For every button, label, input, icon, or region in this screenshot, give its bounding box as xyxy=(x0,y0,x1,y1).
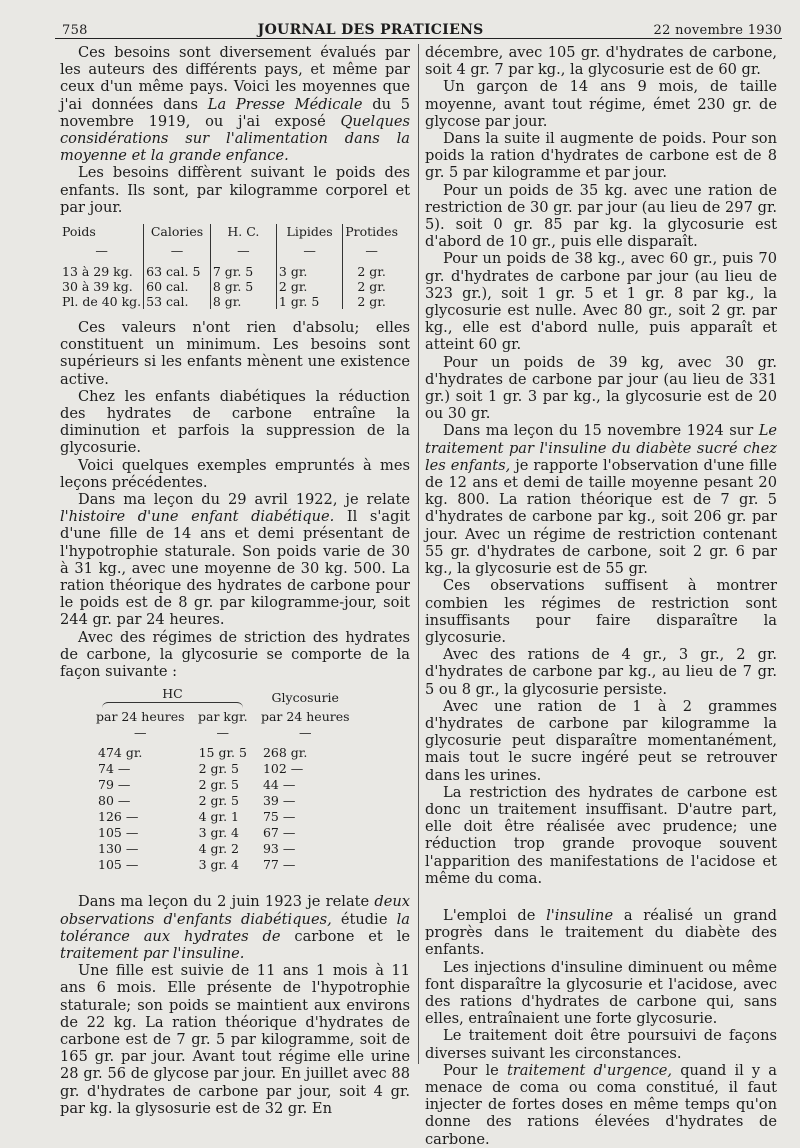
paragraph: Pour un poids de 35 kg. avec une ration de restriction de 30 gr. par jour (au lieu de 297 gr. 5). soit 0 gr. 85 par kg. la glycosurie est d'abord de 10 gr., puis elle disparaît. xyxy=(425,181,777,251)
left-column xyxy=(60,44,410,1117)
table-row: 74 — 2 gr. 5 102 — xyxy=(98,761,304,777)
header-rule xyxy=(55,38,782,39)
right-column xyxy=(425,44,777,1148)
paragraph: décembre, avec 105 gr. d'hydrates de carbone, soit 4 gr. 7 par kg., la glycosurie est de 60 gr. xyxy=(425,44,777,79)
paragraph: Chez les enfants diabétiques la réduction des hydrates de carbone entraîne la diminution et parfois la suppression de la glycosurie. xyxy=(60,387,410,457)
glycosuria-table: HC Glycosurie par 24 heures par kgr. par 24 heures — — — 474 gr. 15 gr. 5 268 gr. 74 — 2 gr. 5 102 — 79 — 2 gr. 5 44 — 80 — 2 gr. 5 39 — 126 — 4 gr. 1 75 — 105 — 3 gr. 4 67 — 130 — 4 gr. 2 93 — 105 — 3 gr. 4 77 — xyxy=(90,686,356,873)
table-row: 79 — 2 gr. 5 44 — xyxy=(98,777,296,793)
paragraph: Dans ma leçon du 2 juin 1923 je relate deux observations d'enfants diabétiques, étudie la tolérance aux hydrates de carbone et le traitement par l'insuline. xyxy=(60,893,411,962)
page-header xyxy=(62,14,782,38)
paragraph: Un garçon de 14 ans 9 mois, de taille moyenne, avant tout régime, émet 230 gr. de glycose par jour. xyxy=(425,78,777,130)
paragraph: Le traitement doit être poursuivi de façons diverses suivant les circonstances. xyxy=(425,1027,777,1062)
group-header-glycosurie: Glycosurie xyxy=(271,689,339,705)
column-divider xyxy=(418,44,419,1064)
sub-header: par kgr. xyxy=(197,709,248,725)
sub-header: par 24 heures xyxy=(260,709,350,725)
paragraph: L'emploi de l'insuline a réalisé un grand progrès dans le traitement du diabète des enfants. xyxy=(425,906,778,959)
table-row: 126 — 4 gr. 1 75 — xyxy=(98,809,296,825)
table-row: 80 — 2 gr. 5 39 — xyxy=(98,793,296,809)
table-header: H. C. xyxy=(210,224,276,243)
table-row: 105 — 3 gr. 4 77 — xyxy=(98,857,296,873)
paragraph: Dans la suite il augmente de poids. Pour son poids la ration d'hydrates de carbone est de 8 gr. 5 par kilogramme et par jour. xyxy=(425,130,777,182)
paragraph: Pour un poids de 39 kg, avec 30 gr. d'hydrates de carbone par jour (au lieu de 331 gr.) soit 1 gr. 3 par kg., la glycosurie est de 20 ou 30 gr. xyxy=(425,353,777,423)
nutrition-table: Poids Calories H. C. Lipides Protides — — — — — 13 à 29 kg. 63 cal. 5 7 gr. 5 3 gr. 2 gr. 30 à 39 kg. 60 cal. 8 gr. 5 2 gr. 2 gr. Pl. de 40 kg. 53 cal. 8 gr. 1 gr. 5 2 gr. xyxy=(62,224,398,310)
journal-title: JOURNAL DES PRATICIENS xyxy=(257,22,484,38)
table-row: 130 — 4 gr. 2 93 — xyxy=(98,841,296,857)
paragraph: Une fille est suivie de 11 ans 1 mois à 11 ans 6 mois. Elle présente de l'hypotrophie staturale; son poids se maintient aux environs de 22 kg. La ration théorique d'hydrates de carbone est de 7 gr. 5 par kilogramme, soit de 165 gr. par jour. Avant tout régime elle urine 28 gr. 56 de glycose par jour. En juillet avec 88 gr. d'hydrates de carbone par jour, soit 4 gr. par kg. la glysosurie est de 32 gr. En xyxy=(60,962,410,1117)
paragraph: Ces observations suffisent à montrer combien les régimes de restriction sont insuffisants pour faire disparaître la glycosurie. xyxy=(425,577,777,646)
paragraph: Avec des rations de 4 gr., 3 gr., 2 gr. d'hydrates de carbone par kg., au lieu de 7 gr. 5 ou 8 gr., la glycosurie persiste. xyxy=(425,646,777,698)
paragraph: Avec une ration de 1 à 2 grammes d'hydrates de carbone par kilogramme la glycosurie peut disparaître momentanément, mais tout le sucre ingéré peut se retrouver dans les urines. xyxy=(425,697,777,784)
paragraph: Avec des régimes de striction des hydrates de carbone, la glycosurie se comporte de la façon suivante : xyxy=(60,628,410,681)
paragraph: Dans ma leçon du 15 novembre 1924 sur Le traitement par l'insuline du diabète sucré chez les enfants, je rapporte l'observation d'une fille de 12 ans et demi de taille moyenne pesant 20 kg. 800. La ration théorique est de 7 gr. 5 d'hydrates de carbone par kg., soit 206 gr. par jour. Avec un régime de restriction contenant 55 gr. d'hydrates de carbone, soit 2 gr. 6 par kg., la glycosurie est de 55 gr. xyxy=(425,422,778,578)
table-row: 30 à 39 kg. 60 cal. 8 gr. 5 2 gr. 2 gr. xyxy=(60,279,400,294)
paragraph: Ces besoins sont diversement évalués par les auteurs des différents pays, et même par ceux d'un même pays. Voici les moyennes que j'ai données dans La Presse Médicale du 5 novembre 1919, ou j'ai exposé Quelques considérations sur l'alimentation dans la moyenne et la grande enfance. xyxy=(60,44,411,165)
paragraph: Dans ma leçon du 29 avril 1922, je relate l'histoire d'une enfant diabétique. Il s'agit d'une fille de 14 ans et demi présentant de l'hypotrophie staturale. Son poids varie de 30 à 31 kg., avec une moyenne de 30 kg. 500. La ration théorique des hydrates de carbone pour le poids est de 8 gr. par kilogramme-jour, soit 244 gr. par 24 heures. xyxy=(60,491,410,629)
issue-date: 22 novembre 1930 xyxy=(653,23,782,38)
paragraph: Ces valeurs n'ont rien d'absolu; elles constituent un minimum. Les besoins sont supérieurs si les enfants mènent une existence active. xyxy=(60,319,410,388)
table-row: 13 à 29 kg. 63 cal. 5 7 gr. 5 3 gr. 2 gr. xyxy=(60,264,400,279)
paragraph: Pour le traitement d'urgence, quand il y a menace de coma ou coma constitué, il faut injecter de fortes doses en même temps qu'on donne des rations élevées d'hydrates de carbone. xyxy=(425,1061,777,1148)
table-row: 474 gr. 15 gr. 5 268 gr. xyxy=(98,745,308,761)
paragraph: Les besoins diffèrent suivant le poids des enfants. Ils sont, par kilogramme corporel et par jour. xyxy=(60,164,410,216)
paragraph: Les injections d'insuline diminuent ou même font disparaître la glycosurie et l'acidose, avec des rations d'hydrates de carbone qui, sans elles, entraînaient une forte glycosurie. xyxy=(425,958,777,1028)
table-header: Lipides xyxy=(276,224,342,243)
table-row: Pl. de 40 kg. 53 cal. 8 gr. 1 gr. 5 2 gr. xyxy=(60,294,400,309)
paragraph: Voici quelques exemples empruntés à mes leçons précédentes. xyxy=(60,456,410,491)
sub-header: par 24 heures xyxy=(96,709,185,725)
table-header: Calories xyxy=(144,224,211,243)
group-header-hc: HC xyxy=(90,686,255,709)
paragraph: Pour un poids de 38 kg., avec 60 gr., puis 70 gr. d'hydrates de carbone par jour (au lieu de 323 gr.), soit 1 gr. 5 et 1 gr. 8 par kg., la glycosurie est nulle. Avec 80 gr., soit 2 gr. par kg., elle est d'abord nulle, puis apparaît et atteint 60 gr. xyxy=(425,250,777,354)
table-header: Protides xyxy=(343,224,400,243)
paragraph: La restriction des hydrates de carbone est donc un traitement insuffisant. D'autre part, elle doit être réalisée avec prudence; une réduction trop grande provoque souvent l'apparition des manifestations de l'acidose et même du coma. xyxy=(425,783,777,887)
table-row: 105 — 3 gr. 4 67 — xyxy=(98,825,296,841)
table-header: Poids xyxy=(62,224,96,240)
page-number: 758 xyxy=(62,23,88,38)
